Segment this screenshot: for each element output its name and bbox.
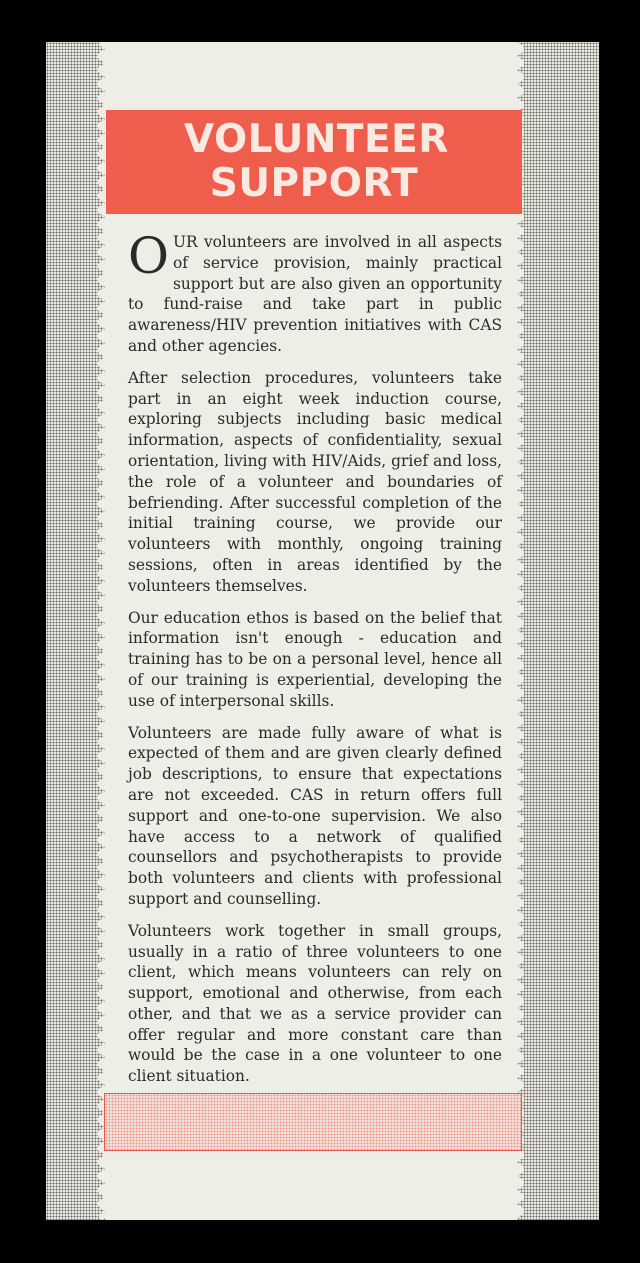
page-title: VOLUNTEER SUPPORT [184, 117, 449, 206]
paragraph-2: After selection procedures, volunteers take part in an eight week induction course, exploring subjects including basic medical information, aspects of confidentiality, sexual orientation, living with HIV/Aids, grief and loss, the role of a volunteer and boundaries of befriending. After successful completion of the initial training course, we provide our volunteers with monthly, ongoing training sessions, often in areas identified by the volunteers themselves. [128, 368, 502, 595]
paragraph-5: Volunteers work together in small groups, usually in a ratio of three volunteers to one client, which means volunteers can rely on support, emotional and otherwise, from each other, and that we as a service provider can offer regular and more constant care than would be the case in a one volunteer to one client situation. [128, 921, 502, 1086]
title-banner [106, 110, 522, 214]
leaflet-page [46, 42, 599, 1220]
paragraph-4: Volunteers are made fully aware of what is expected of them and are given clearly defined job descriptions, to ensure that expectations are not exceeded. CAS in return offers full support and one-to-one supervision. We also have access to a network of qualified counsellors and psychotherapists to provide both volunteers and clients with professional support and counselling. [128, 723, 502, 908]
paragraph-1-text: UR volunteers are involved in all aspects of service provision, mainly practical support but are also given an opportunity to fund-raise and take part in public awareness/HIV prevention initiatives with CAS and other agencies. [128, 233, 502, 355]
paragraph-1 [128, 227, 502, 357]
left-jagged-edge [98, 42, 112, 1220]
right-jagged-edge [510, 42, 524, 1220]
drop-cap: O [128, 227, 169, 285]
paragraph-3: Our education ethos is based on the belief that information isn't enough - education and training has to be on a personal level, hence all of our training is experiential, developing the use of interpersonal skills. [128, 608, 502, 710]
footer-stripe-box [104, 1093, 522, 1151]
article-body [128, 227, 502, 1151]
